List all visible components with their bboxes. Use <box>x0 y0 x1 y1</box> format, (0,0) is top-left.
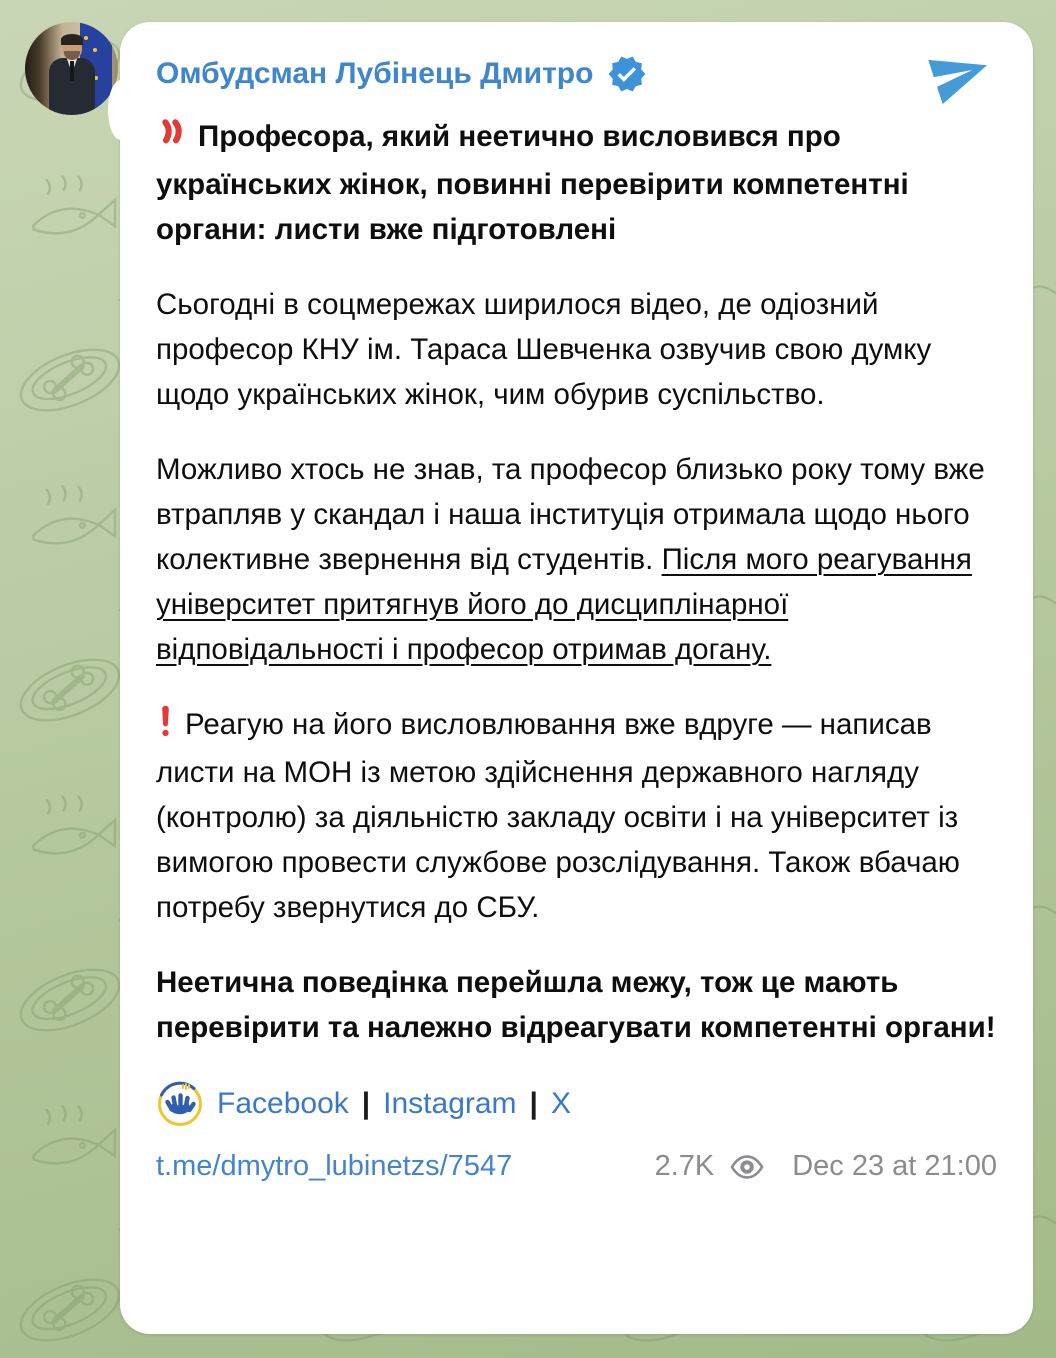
paragraph-3 <box>156 702 997 930</box>
post-header <box>156 48 997 100</box>
link-separator: | <box>361 1087 371 1120</box>
post-url-link[interactable]: t.me/dmytro_lubinetzs/7547 <box>156 1150 513 1182</box>
channel-avatar[interactable] <box>25 22 118 115</box>
telegram-plane-icon[interactable] <box>921 35 999 113</box>
post-headline <box>156 114 997 252</box>
instagram-link[interactable]: Instagram <box>383 1087 517 1120</box>
paragraph-3-text: Реагую на його висловлювання вже вдруге — написав листи на МОН із метою здійснення державного нагляду (контролю) за діяльністю закладу освіти і на університет із вимогою провести службове розслідування. Також вбачаю потребу звернутися до СБУ. <box>156 708 960 924</box>
avatar-person <box>49 34 95 115</box>
ombudsman-hand-logo-icon <box>156 1080 204 1128</box>
verified-badge-icon <box>607 54 647 94</box>
double-exclamation-emoji <box>156 117 188 162</box>
paragraph-2-underlined: Після мого реагування університет притягнув його до дисциплінарної відповідальності і професор отримав догану. <box>156 543 972 666</box>
exclamation-emoji <box>156 704 175 750</box>
views-count: 2.7K <box>654 1150 715 1182</box>
channel-name[interactable]: Омбудсман Лубінець Дмитро <box>156 57 594 90</box>
telegram-post-card <box>120 22 1033 1334</box>
headline-text: Професора, який неетично висловився про українських жінок, повинні перевірити компетентні органи: листи вже підготовлені <box>156 120 909 246</box>
message-body <box>156 114 997 1050</box>
post-date: Dec 23 at 21:00 <box>792 1150 997 1182</box>
x-link[interactable]: X <box>550 1087 571 1120</box>
paragraph-2-normal: Можливо хтось не знав, та професор близько року тому вже втрапляв у скандал і наша інституція отримала щодо нього колективне звернення від студентів. <box>156 453 985 576</box>
social-links-row <box>156 1080 997 1128</box>
link-separator: | <box>529 1087 538 1120</box>
eye-icon <box>730 1155 764 1179</box>
paragraph-4: Неетична поведінка перейшла межу, тож це мають перевірити та належно відреагувати компетентні органи! <box>156 966 996 1044</box>
paragraph-1: Сьогодні в соцмережах ширилося відео, де одіозний професор КНУ ім. Тараса Шевченка озвучив свою думку щодо українських жінок, чим обурив суспільство. <box>156 288 932 411</box>
post-meta-row <box>156 1150 997 1183</box>
paragraph-2 <box>156 447 997 672</box>
facebook-link[interactable]: Facebook <box>217 1087 349 1120</box>
meta-right <box>655 1150 997 1183</box>
